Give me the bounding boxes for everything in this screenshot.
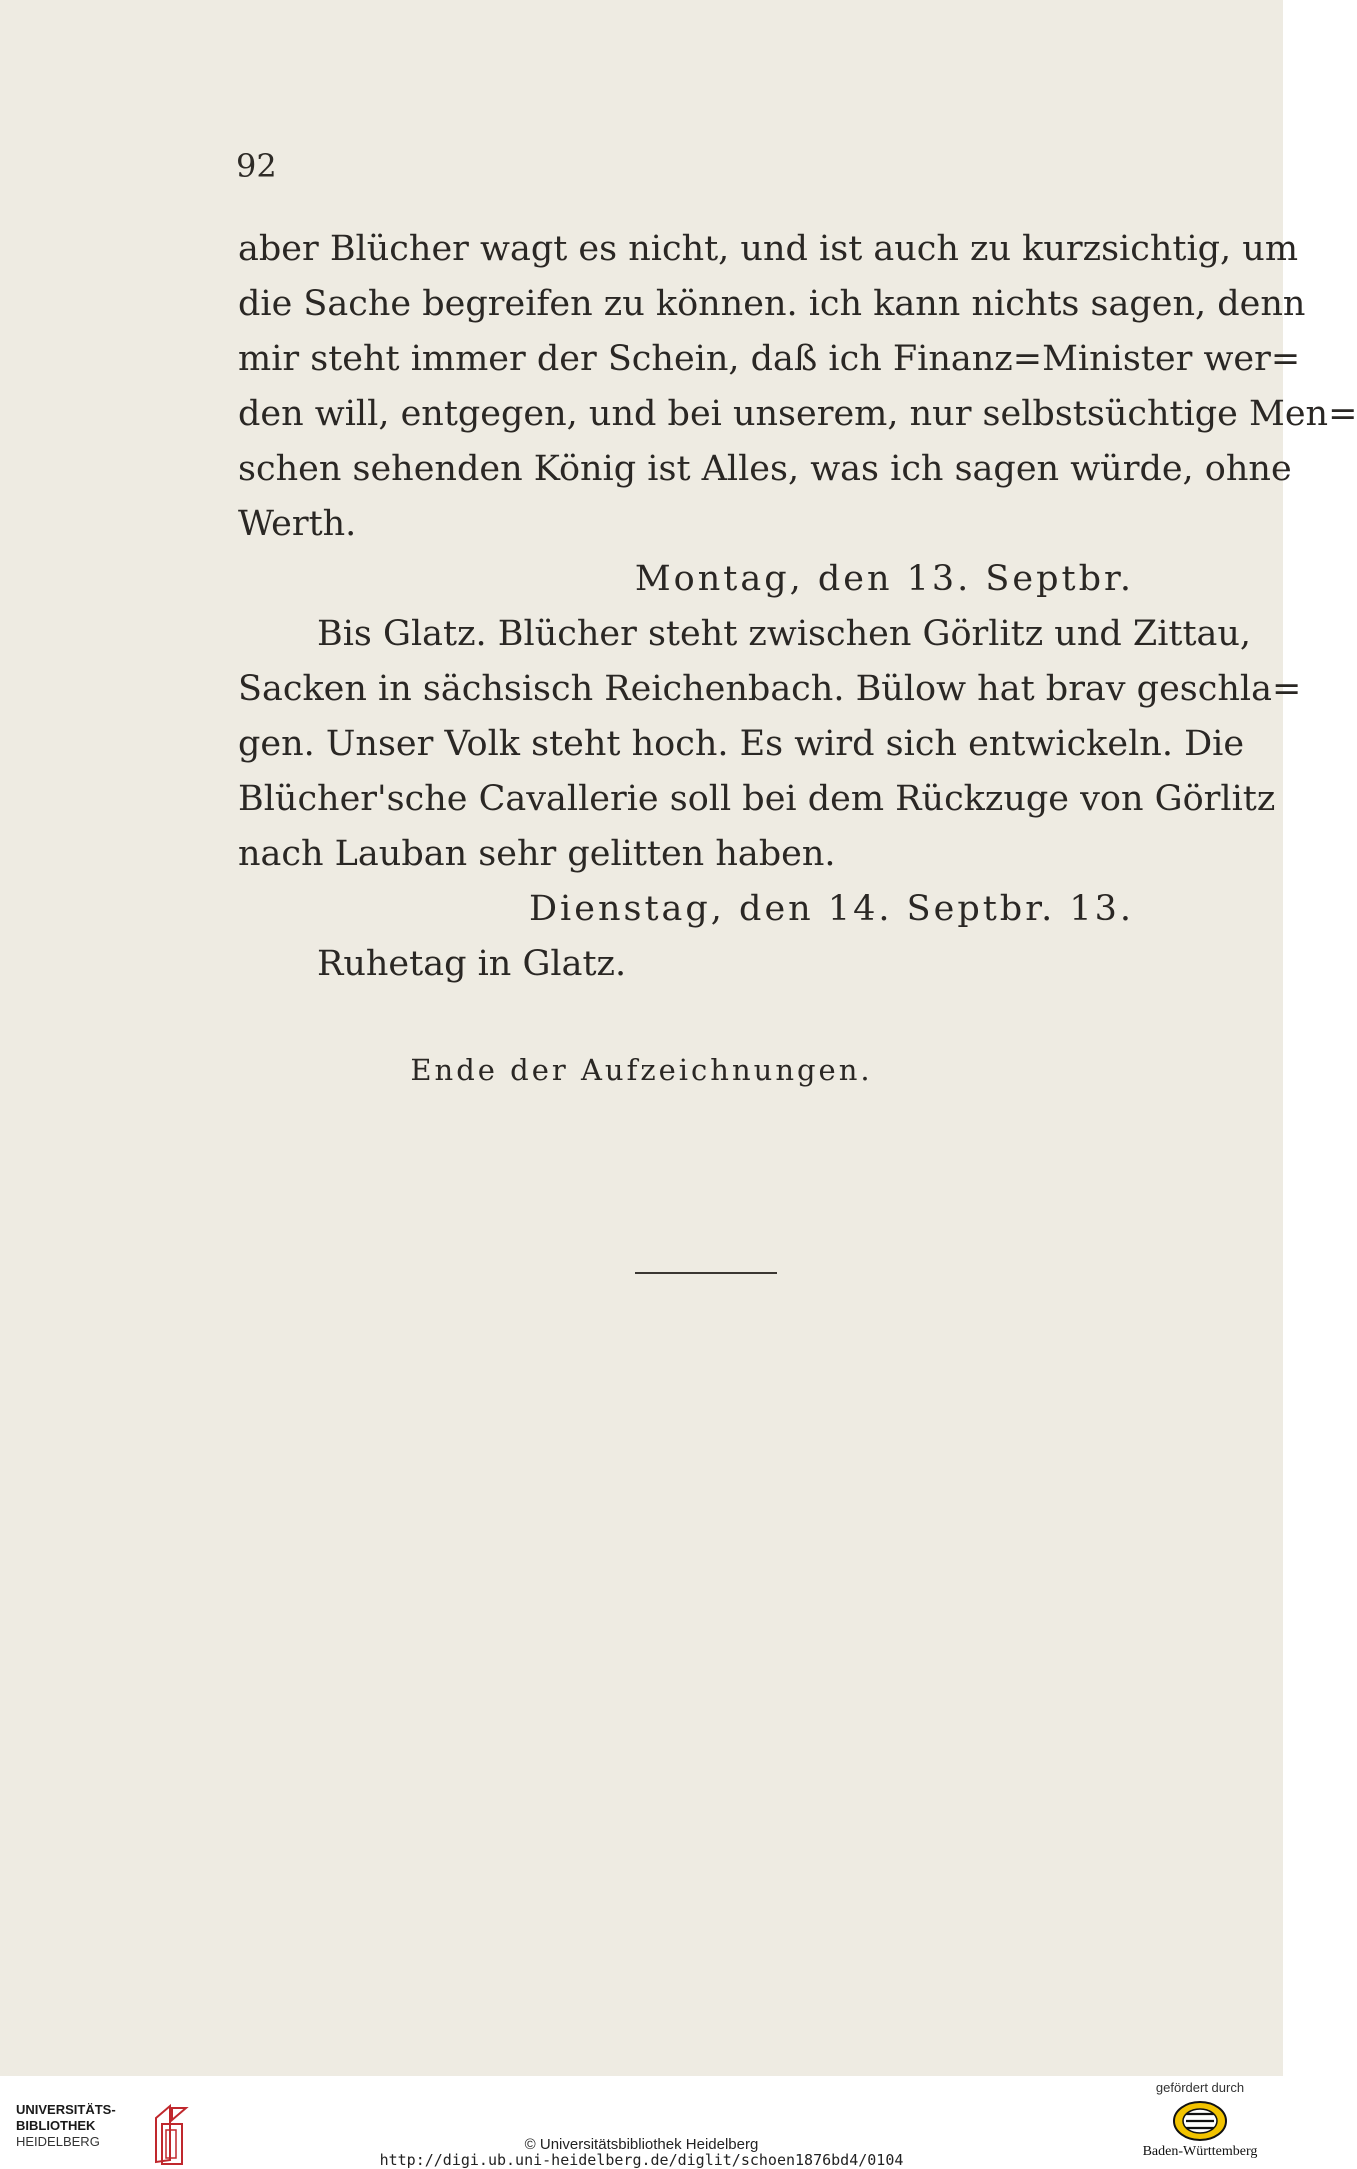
state-coat-of-arms-icon	[1172, 2100, 1228, 2142]
text-line: Bis Glatz. Blücher steht zwischen Görlitz und Zittau,	[317, 614, 1252, 654]
text-line: den will, entgegen, und bei unserem, nur selbstsüchtige Men=	[238, 394, 1357, 434]
text-line: aber Blücher wagt es nicht, und ist auch zu kurzsichtig, um	[238, 229, 1299, 269]
page-body-text	[238, 222, 1357, 992]
sponsor-name: Baden-Württemberg	[1142, 2144, 1258, 2159]
footer-bar	[0, 2076, 1283, 2169]
library-name-line3: HEIDELBERG	[16, 2134, 100, 2149]
text-line: gen. Unser Volk steht hoch. Es wird sich entwickeln. Die	[238, 724, 1245, 764]
text-line: Blücher'sche Cavallerie soll bei dem Rückzuge von Görlitz	[238, 779, 1276, 819]
dateline-monday: Montag, den 13. Septbr.	[634, 559, 1134, 599]
text-line: schen sehenden König ist Alles, was ich sagen würde, ohne	[238, 449, 1292, 489]
copyright-notice: © Universitätsbibliothek Heidelberg	[524, 2136, 759, 2153]
end-rule	[635, 1272, 777, 1274]
permalink-url[interactable]: http://digi.ub.uni-heidelberg.de/diglit/schoen1876bd4/0104	[379, 2151, 904, 2169]
text-line: Sacken in sächsisch Reichenbach. Bülow hat brav geschla=	[238, 669, 1302, 709]
library-name-line2: BIBLIOTHEK	[16, 2118, 96, 2133]
text-line: nach Lauban sehr gelitten haben.	[238, 834, 836, 874]
text-line: mir steht immer der Schein, daß ich Finanz=Minister wer=	[238, 339, 1301, 379]
closing-line: Ende der Aufzeichnungen.	[410, 1053, 873, 1087]
sponsor-block[interactable]	[1120, 2080, 1280, 2168]
text-line: Ruhetag in Glatz.	[317, 944, 627, 984]
page-number: 92	[236, 147, 277, 185]
dateline-tuesday: Dienstag, den 14. Septbr. 13.	[529, 889, 1134, 929]
text-line: Werth.	[238, 504, 357, 544]
text-line: die Sache begreifen zu können. ich kann nichts sagen, denn	[238, 284, 1306, 324]
sponsor-label: gefördert durch	[1155, 2080, 1245, 2095]
library-name-line1: UNIVERSITÄTS-	[16, 2102, 116, 2117]
